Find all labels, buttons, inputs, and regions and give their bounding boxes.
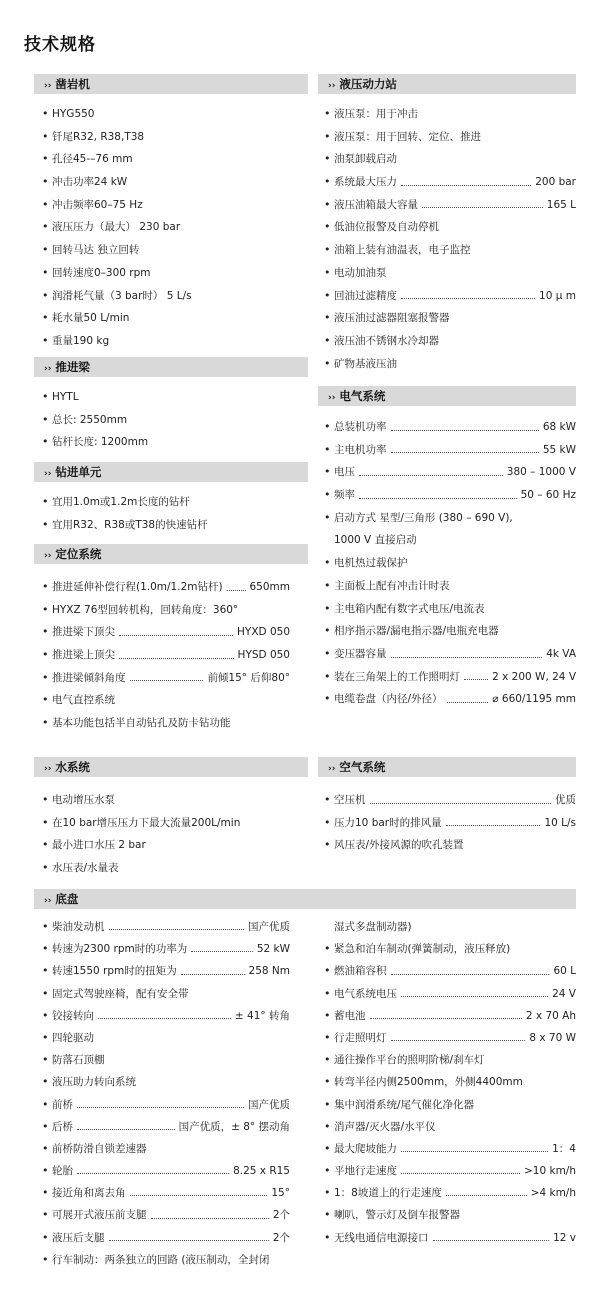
section-header-positioning: ›› 定位系统: [34, 544, 308, 564]
water-list: [40, 789, 302, 880]
list-item: • 主电机功率 55 kW: [322, 439, 576, 462]
list-item: • 行车制动：两条独立的回路 (液压制动，全封闭: [40, 1249, 290, 1271]
list-item: • 蓄电池 2 x 70 Ah: [322, 1005, 576, 1027]
list-item: 1000 V 直接启动: [334, 534, 417, 547]
list-item: • 电动加油泵: [322, 262, 576, 285]
list-item: • 最小进口水压 2 bar: [40, 834, 302, 857]
list-item: 湿式多盘制动器): [334, 921, 412, 933]
list-item: • HYXZ 76型回转机构，回转角度：360°: [40, 599, 290, 622]
list-item: • 耗水量50 L/min: [40, 307, 302, 330]
list-item: • 油泵卸载启动: [322, 148, 576, 171]
list-item: • 润滑耗气量（3 bar时） 5 L/s: [40, 285, 302, 308]
drill-unit-list: [40, 491, 302, 536]
list-item: • 冲击功率24 kW: [40, 171, 302, 194]
list-item: • 压力10 bar时的排风量 10 L/s: [322, 812, 576, 835]
list-item: • 转弯半径内侧2500mm，外侧4400mm: [322, 1071, 576, 1093]
list-item: • 液压油不锈钢水冷却器: [322, 330, 576, 353]
list-item: • 回油过滤精度 10 μ m: [322, 285, 576, 308]
list-item: • 集中润滑系统/尾气催化净化器: [322, 1094, 576, 1116]
list-item: • 液压后支腿 2个: [40, 1227, 290, 1249]
list-item: • 柴油发动机 国产优质: [40, 916, 290, 938]
list-item: • 主面板上配有冲击计时表: [322, 575, 576, 598]
list-item: • 总装机功率 68 kW: [322, 416, 576, 439]
list-item: • 风压表/外接风源的吹孔装置: [322, 834, 576, 857]
list-item: • 紧急和泊车制动(弹簧制动，液压释放): [322, 938, 576, 960]
list-item: • 主电箱内配有数字式电压/电流表: [322, 598, 576, 621]
list-item: • 系统最大压力 200 bar: [322, 171, 576, 194]
list-item: • 冲击频率60–75 Hz: [40, 194, 302, 217]
list-item: • HYG550: [40, 103, 302, 126]
chassis-left-list: [40, 916, 290, 1271]
list-item: • 后桥 国产优质，± 8° 摆动角: [40, 1116, 290, 1138]
section-header-feed-beam: ›› 推进梁: [34, 357, 308, 377]
section-header-rock-drill: ›› 凿岩机: [34, 74, 308, 94]
list-item: • 推进梁上顶尖 HYSD 050: [40, 644, 290, 667]
section-header-water: ›› 水系统: [34, 757, 308, 777]
list-item: • 前桥 国产优质: [40, 1094, 290, 1116]
list-item: • 液压助力转向系统: [40, 1071, 290, 1093]
list-item: • 钎尾R32, R38,T38: [40, 126, 302, 149]
list-item: • 推进梁倾斜角度 前倾15° 后仰80°: [40, 667, 290, 690]
list-item: • 推进延伸补偿行程(1.0m/1.2m钻杆) 650mm: [40, 576, 290, 599]
list-item: • 电缆卷盘（内径/外径） ⌀ 660/1195 mm: [322, 688, 576, 711]
list-item: • HYTL: [40, 386, 302, 409]
list-item: • 液压泵：用于回转、定位、推进: [322, 126, 576, 149]
section-header-drill-unit: ›› 钻进单元: [34, 462, 308, 482]
list-item: • 可展开式液压前支腿 2个: [40, 1204, 290, 1226]
list-item: • 变压器容量 4k VA: [322, 643, 576, 666]
list-item: • 液压油过滤器阻塞报警器: [322, 307, 576, 330]
list-item: • 空压机 优质: [322, 789, 576, 812]
list-item: • 回转马达 独立回转: [40, 239, 302, 262]
list-item: • 四轮驱动: [40, 1027, 290, 1049]
electrical-list: [322, 416, 576, 711]
section-header-chassis: ›› 底盘: [34, 889, 576, 909]
list-item: • 宜用1.0m或1.2m长度的钻杆: [40, 491, 302, 514]
list-item: • 频率 50 – 60 Hz: [322, 484, 576, 507]
section-header-electrical: ›› 电气系统: [318, 386, 576, 406]
chassis-right-list: [322, 916, 576, 1249]
list-item: • 矿物基液压油: [322, 353, 576, 376]
list-item: • 轮胎 8.25 x R15: [40, 1160, 290, 1182]
list-item: • 低油位报警及自动停机: [322, 216, 576, 239]
list-item: • 防落石顶棚: [40, 1049, 290, 1071]
list-item: • 1：8坡道上的行走速度 >4 km/h: [322, 1182, 576, 1204]
list-item: • 孔径45-–76 mm: [40, 148, 302, 171]
list-item: • 液压泵：用于冲击: [322, 103, 576, 126]
list-item: • 宜用R32、R38或T38的快速钻杆: [40, 514, 302, 537]
list-item: • 最大爬坡能力 1：4: [322, 1138, 576, 1160]
list-item: • 转速为2300 rpm时的功率为 52 kW: [40, 938, 290, 960]
rock-drill-list: [40, 103, 302, 353]
list-item: • 相序指示器/漏电指示器/电瓶充电器: [322, 620, 576, 643]
list-item: • 水压表/水量表: [40, 857, 302, 880]
section-header-hydraulic: ›› 液压动力站: [318, 74, 576, 94]
air-list: [322, 789, 576, 857]
list-item: • 电动增压水泵: [40, 789, 302, 812]
list-item: • 消声器/灭火器/水平仪: [322, 1116, 576, 1138]
page-title: 技术规格: [24, 35, 96, 55]
list-item: • 启动方式 星型/三角形 (380 – 690 V),: [322, 507, 576, 530]
list-item: • 喇叭，警示灯及倒车报警器: [322, 1204, 576, 1226]
list-item: • 基本功能包括半自动钻孔及防卡钻功能: [40, 712, 290, 735]
positioning-list: [40, 576, 290, 735]
feed-beam-list: [40, 386, 302, 454]
hydraulic-list: [322, 103, 576, 375]
list-item: • 无线电通信电源接口 12 v: [322, 1227, 576, 1249]
list-item: • 平地行走速度 >10 km/h: [322, 1160, 576, 1182]
list-item: • 液压油箱最大容量 165 L: [322, 194, 576, 217]
list-item: • 在10 bar增压压力下最大流量200L/min: [40, 812, 302, 835]
list-item: • 接近角和离去角 15°: [40, 1182, 290, 1204]
list-item: • 液压压力（最大） 230 bar: [40, 216, 302, 239]
list-item: • 电气直控系统: [40, 689, 290, 712]
list-item: • 固定式驾驶座椅，配有安全带: [40, 983, 290, 1005]
list-item: • 电机热过载保护: [322, 552, 576, 575]
list-item: • 前桥防滑自锁差速器: [40, 1138, 290, 1160]
list-item: • 装在三角架上的工作照明灯 2 x 200 W, 24 V: [322, 666, 576, 689]
list-item: • 总长: 2550mm: [40, 409, 302, 432]
list-item: • 推进梁下顶尖 HYXD 050: [40, 621, 290, 644]
list-item: • 回转速度0–300 rpm: [40, 262, 302, 285]
list-item: • 行走照明灯 8 x 70 W: [322, 1027, 576, 1049]
list-item: • 铰接转向 ± 41° 转角: [40, 1005, 290, 1027]
list-item: • 转速1550 rpm时的扭矩为 258 Nm: [40, 960, 290, 982]
section-header-air: ›› 空气系统: [318, 757, 576, 777]
list-item: • 钻杆长度: 1200mm: [40, 431, 302, 454]
list-item: • 电气系统电压 24 V: [322, 983, 576, 1005]
list-item: • 燃油箱容积 60 L: [322, 960, 576, 982]
list-item: • 电压 380 – 1000 V: [322, 461, 576, 484]
list-item: • 油箱上装有油温表，电子监控: [322, 239, 576, 262]
list-item: • 重量190 kg: [40, 330, 302, 353]
list-item: • 通往操作平台的照明阶梯/刹车灯: [322, 1049, 576, 1071]
